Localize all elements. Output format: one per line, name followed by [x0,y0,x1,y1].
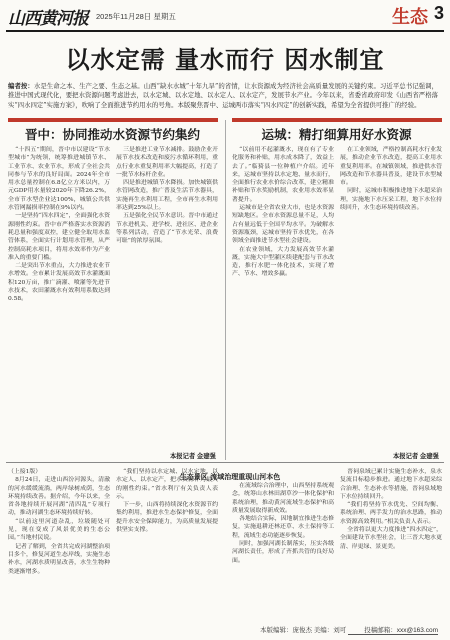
bottom-para: 8月24日，走进山西汾河源头，清澈的河水缓缓流淌，两岸绿树成荫，生态环境持续改善。据介绍，今年以来，全省各地持续开展河湖“清四乱”专项行动，推动河湖生态环境持续好转。 [8,477,110,517]
newspaper-logo: 山西黄河报 [8,9,88,29]
right-article-col2 [340,146,442,446]
bottom-para: “以前这里河道杂乱，垃圾随处可见，现在变成了风景优美的生态公园。”当地村民说。 [8,518,110,542]
masthead [0,0,450,30]
bottom-para: 晋祠泉域已累计实施生态补水，泉水复流目标稳步推进。通过地下水超采综合治理、生态补水等措施，晋祠泉域地下水位持续回升。 [340,469,442,500]
section-name: 生态 [392,7,428,27]
bottom-col1 [8,468,110,618]
bottom-col4 [340,468,442,618]
left-article-col1 [8,146,110,446]
footer-rule [348,634,438,635]
bottom-para: “我们坚持以水定城、以水定地、以水定人、以水定产，把水资源作为最大的刚性约束。”省水利厅有关负责人表示。 [116,469,218,500]
left-byline: 本报记者 金建强 [170,453,216,460]
section-divider [6,462,444,463]
page-headline: 以水定需 量水而行 因水制宜 [65,46,385,74]
right-para: “以前用不起灌溉水，现在有了专业化服务和补贴，用水成本降了，效益上去了。”临猗县一位种植户介绍。近年来，运城市坚持以水定地、量水而行，全面推行农业水价综合改革，建立精准补贴和节水奖励机制，农业用水效率显著提升。 [232,147,334,203]
bottom-col2 [116,468,218,618]
right-byline: 本报记者 金建强 [393,453,439,460]
bottom-para: 下一步，山西将持续深化水资源节约集约利用，推进水生态保护修复，全面提升水安全保障能力，为高质量发展提供坚实支撑。 [116,502,218,534]
left-para: 五是强化全民节水意识。晋中市通过节水进机关、进学校、进社区、进企业等系列活动，营造了“节水光荣、浪费可耻”的浓厚氛围。 [116,213,218,245]
right-para: 在工业领域，严格控制高耗水行业发展，推动企业节水改造，提高工业用水重复利用率。在城镇领域，推进供水管网改造和节水器具普及，建设节水型城市。 [340,147,442,187]
masthead-rule [6,30,444,32]
bottom-para: 全省将以更大力度推进“四水四定”，全面建设节水型社会，让三晋大地水更清、岸更绿、景更美。 [340,527,442,550]
left-article-title: 晋中：协同推动水资源节约集约 [24,127,200,142]
editor-note-label: 编者按： [8,82,34,90]
bottom-para: （上接1版） [8,469,42,475]
bottom-para: 在流域综合治理中，山西坚持系统观念，统筹山水林田湖草沙一体化保护和系统治理，推动黄河流域生态保护和高质量发展取得新成效。 [232,483,334,514]
left-article-col2 [116,146,218,446]
left-para: 一是坚持“四水四定”，全面强化水资源刚性约束。晋中市严格落实水资源消耗总量和强度双控，建立健全取用水监管体系，全面实行计划用水管理，从严控制高耗水项目，将用水效率作为产业准入的重要门槛。 [8,213,110,261]
bottom-para: 各地结合实际，因地制宜推进生态修复，实施退耕还林还草、水土保持等工程，流域生态功能逐步恢复。 [232,516,334,539]
column-divider [225,120,226,460]
bottom-para: 记者了解到，全省共完成河湖整治项目多个，修复河道生态岸线，实施生态补水，河湖水质明显改善，水生生物种类逐渐增多。 [8,543,110,575]
right-article-title: 运城：精打细算用好水资源 [261,127,412,142]
left-kicker-rule [8,118,218,122]
dateline: 2025年11月28日 星期五 [96,12,176,21]
page-footer [0,622,450,636]
bottom-article-title: 生态景区 流域治理重现山河本色 [179,473,281,481]
footer-editor: 本版编辑：庞俊杰 美编：刘可 [260,627,347,634]
right-para: 运城市是全省农业大市，也是水资源短缺地区。全市水资源总量不足，人均占有量远低于全国平均水平。为破解水资源瓶颈，运城市坚持节水优先，在各领域全面推进节水型社会建设。 [232,205,334,245]
footer-email: 投稿邮箱：xxx@163.com [364,627,438,634]
left-para: “十四五”期间，晋中市以建设“节水型城市”为统领，统筹推进城镇节水、工业节水、农业节水，形成了全社会共同参与节水的良好局面。2024年全市用水总量控制在6.8亿立方米以内，万元GDP用水量较2020年下降26.2%，全市节水型企业达100%，城镇公共供水管网漏损率控制在9%以内。 [8,147,110,212]
editor-note [8,82,438,110]
page-number: 3 [433,3,444,23]
bottom-para: “我们将坚持节水优先、空间均衡、系统治理、两手发力的治水思路，推动水资源高效利用。”相关负责人表示。 [340,502,442,525]
right-para: 同时，运城市积极推进地下水超采治理，实施地下水压采工程，地下水位持续回升，水生态环境持续改善。 [340,188,442,212]
left-para: 三是推进工业节水减排。鼓励企业开展节水技术改造和废污水循环利用，重点行业水重复利用率大幅提高，打造了一批节水标杆企业。 [116,147,218,178]
right-article-col1 [232,146,334,446]
left-para: 四是推进城镇节水降损。加快城镇供水管网改造，推广普及生活节水器具，实施再生水利用工程，全市再生水利用率达到25%以上。 [116,180,218,212]
bottom-col3 [232,482,334,618]
right-kicker-rule [232,118,442,122]
bottom-para: 同时，加强河湖长制落实，压实各级河湖长责任，形成了齐抓共管的良好局面。 [232,541,334,564]
left-para: 二是突出节水重点，大力推进农业节水增效。全市累计发展高效节水灌溉面积120万亩，推广滴灌、喷灌等先进节水技术，农田灌溉水有效利用系数达到0.58。 [8,263,110,303]
right-para: 在农业领域，大力发展高效节水灌溉，实施大中型灌区续建配套与节水改造，推行水肥一体化技术，实现了增产、节水、增效多赢。 [232,246,334,278]
editor-note-text: 水是生命之本、生产之要、生态之基。山西“缺水水城”十年九旱”的省情，让水资源成为经济社会高质量发展的关键约束。习近平总书记强调，推进中国式现代化，要把水资源问题考虑进去，以水定城、以水定地、以水定人、以水定产，发展节水产业。今年以来，省委省政府印发《山西省严格落实“四水四定”实施方案》，吹响了全面推进节约用水的号角。本版聚焦晋中、运城两市落实“四水四定”的创新实践，希望为全省提供可推广的经验。 [8,82,438,109]
